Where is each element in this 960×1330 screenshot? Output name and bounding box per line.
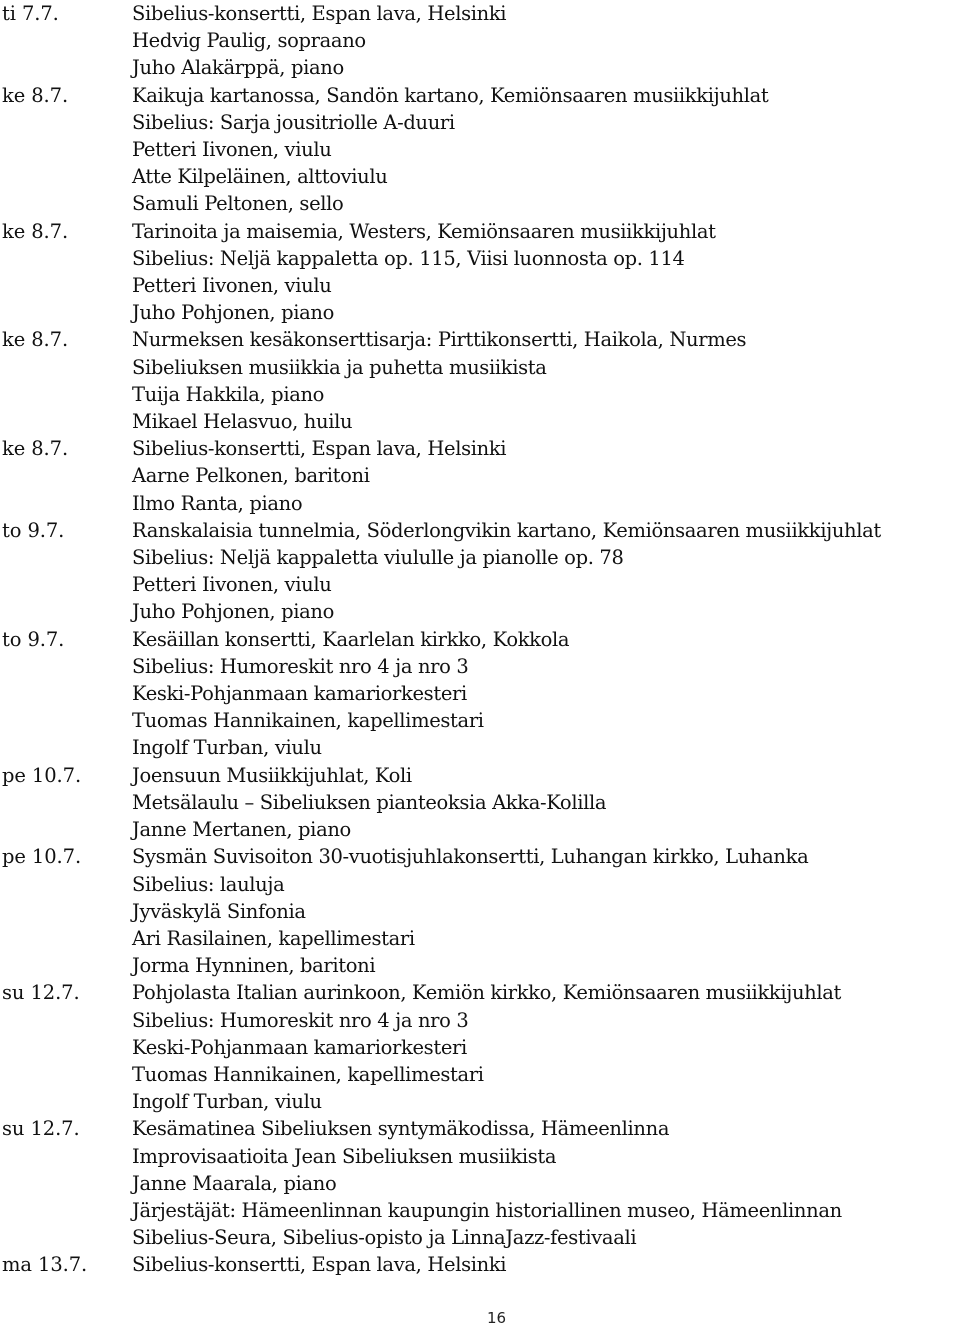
event-detail-line: Sibelius-Seura, Sibelius-opisto ja LinnaJazz-festivaali: [132, 1226, 637, 1250]
event-detail-line: Mikael Helasvuo, huilu: [132, 410, 353, 434]
event-detail-line: Juho Pohjonen, piano: [132, 600, 334, 624]
entry-date: ke 8.7.: [2, 219, 69, 243]
entry-date: su 12.7.: [2, 1117, 80, 1141]
entry-details: [132, 843, 960, 979]
entry-details: [132, 1115, 960, 1251]
event-detail-line: Petteri Iivonen, viulu: [132, 573, 332, 597]
event-title: Kaikuja kartanossa, Sandön kartano, Kemiönsaaren musiikkijuhlat: [132, 83, 769, 107]
page-number: 16: [486, 1309, 507, 1327]
event-detail-line: Petteri Iivonen, viulu: [132, 274, 332, 298]
schedule-entry: [2, 0, 960, 82]
entry-date: ti 7.7.: [2, 2, 59, 25]
event-detail-line: Ari Rasilainen, kapellimestari: [132, 926, 415, 950]
event-detail-line: Järjestäjät: Hämeenlinnan kaupungin historiallinen museo, Hämeenlinnan: [132, 1198, 842, 1222]
schedule-entry: [2, 435, 960, 517]
event-detail-line: Janne Maarala, piano: [132, 1171, 337, 1195]
schedule-entry: [2, 82, 960, 218]
event-title: Sysmän Suvisoiton 30-vuotisjuhlakonsertti, Luhangan kirkko, Luhanka: [132, 845, 809, 869]
event-detail-line: Juho Alakärppä, piano: [132, 56, 344, 80]
event-title: Sibelius-konsertti, Espan lava, Helsinki: [132, 437, 507, 461]
event-detail-line: Tuomas Hannikainen, kapellimestari: [132, 1062, 484, 1086]
entry-date: to 9.7.: [2, 518, 65, 542]
entry-details: [132, 82, 960, 218]
event-detail-line: Keski-Pohjanmaan kamariorkesteri: [132, 682, 467, 706]
event-title: Nurmeksen kesäkonserttisarja: Pirttikonsertti, Haikola, Nurmes: [132, 328, 747, 352]
event-title: Ranskalaisia tunnelmia, Söderlongvikin kartano, Kemiönsaaren musiikkijuhlat: [132, 518, 881, 542]
event-detail-line: Sibelius: Neljä kappaletta viululle ja pianolle op. 78: [132, 546, 624, 570]
entry-date: ke 8.7.: [2, 437, 69, 461]
event-detail-line: Sibelius: Humoreskit nro 4 ja nro 3: [132, 1008, 469, 1032]
entry-details: [132, 435, 960, 517]
event-detail-line: Sibelius: Humoreskit nro 4 ja nro 3: [132, 654, 469, 678]
event-detail-line: Sibeliuksen musiikkia ja puhetta musiikista: [132, 355, 547, 379]
entry-date: ma 13.7.: [2, 1253, 88, 1277]
event-detail-line: Ilmo Ranta, piano: [132, 491, 303, 515]
schedule-entry: [2, 1115, 960, 1251]
entry-date: to 9.7.: [2, 627, 65, 651]
entry-date: ke 8.7.: [2, 83, 69, 107]
event-detail-line: Keski-Pohjanmaan kamariorkesteri: [132, 1035, 467, 1059]
event-detail-line: Jorma Hynninen, baritoni: [132, 954, 376, 978]
schedule-entry: [2, 218, 960, 327]
entry-date: pe 10.7.: [2, 763, 82, 787]
event-detail-line: Hedvig Paulig, sopraano: [132, 29, 366, 53]
event-title: Kesämatinea Sibeliuksen syntymäkodissa, Hämeenlinna: [132, 1117, 670, 1141]
event-detail-line: Ingolf Turban, viulu: [132, 1090, 322, 1114]
event-title: Sibelius-konsertti, Espan lava, Helsinki: [132, 1253, 507, 1277]
entry-details: [132, 979, 960, 1115]
event-detail-line: Sibelius: lauluja: [132, 872, 285, 896]
event-title: Joensuun Musiikkijuhlat, Koli: [132, 763, 412, 787]
event-detail-line: Metsälaulu – Sibeliuksen pianteoksia Akka-Kolilla: [132, 790, 607, 814]
event-detail-line: Sibelius: Neljä kappaletta op. 115, Viisi luonnosta op. 114: [132, 246, 685, 270]
schedule-entry: [2, 326, 960, 435]
event-detail-line: Atte Kilpeläinen, alttoviulu: [132, 165, 388, 189]
event-title: Sibelius-konsertti, Espan lava, Helsinki: [132, 2, 507, 25]
schedule-entry: [2, 762, 960, 844]
event-detail-line: Tuija Hakkila, piano: [132, 382, 325, 406]
event-detail-line: Samuli Peltonen, sello: [132, 192, 344, 216]
event-detail-line: Tuomas Hannikainen, kapellimestari: [132, 709, 484, 733]
event-detail-line: Ingolf Turban, viulu: [132, 736, 322, 760]
entry-details: [132, 326, 960, 435]
schedule-entry: [2, 626, 960, 762]
entry-date: su 12.7.: [2, 981, 80, 1005]
event-detail-line: Janne Mertanen, piano: [132, 818, 351, 842]
entry-details: [132, 218, 960, 327]
entry-details: [132, 517, 960, 626]
event-detail-line: Juho Pohjonen, piano: [132, 301, 334, 325]
event-detail-line: Aarne Pelkonen, baritoni: [132, 464, 370, 488]
schedule-entry: [2, 517, 960, 626]
concert-schedule: [2, 0, 960, 1279]
schedule-entry: [2, 979, 960, 1115]
schedule-entry: [2, 1251, 960, 1278]
event-title: Pohjolasta Italian aurinkoon, Kemiön kirkko, Kemiönsaaren musiikkijuhlat: [132, 981, 842, 1005]
event-detail-line: Sibelius: Sarja jousitriolle A-duuri: [132, 110, 455, 134]
event-detail-line: Petteri Iivonen, viulu: [132, 138, 332, 162]
entry-date: pe 10.7.: [2, 845, 82, 869]
entry-details: [132, 1251, 960, 1278]
event-detail-line: Jyväskylä Sinfonia: [132, 899, 306, 923]
entry-details: [132, 626, 960, 762]
event-detail-line: Improvisaatioita Jean Sibeliuksen musiikista: [132, 1144, 557, 1168]
entry-details: [132, 762, 960, 844]
event-title: Kesäillan konsertti, Kaarlelan kirkko, Kokkola: [132, 627, 570, 651]
event-title: Tarinoita ja maisemia, Westers, Kemiönsaaren musiikkijuhlat: [132, 219, 716, 243]
schedule-entry: [2, 843, 960, 979]
entry-date: ke 8.7.: [2, 328, 69, 352]
entry-details: [132, 0, 960, 82]
